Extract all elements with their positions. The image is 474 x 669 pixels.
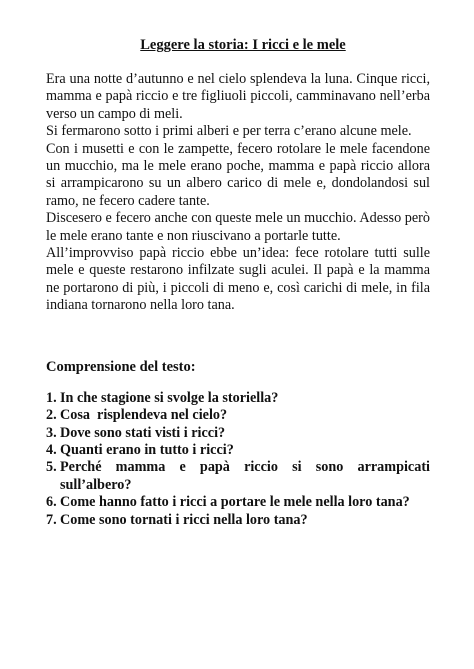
question-text: Perché mamma e papà riccio si sono arrampicati sull’albero?	[60, 459, 430, 493]
question-number: 7.	[46, 511, 57, 528]
question-text: Come sono tornati i ricci nella loro tana?	[60, 511, 308, 528]
story-paragraph: Discesero e fecero anche con queste mele un mucchio. Adesso però le mele erano tante e non riuscivano a portarle tutte.	[46, 210, 430, 244]
question-number: 1.	[46, 389, 57, 406]
question-item	[46, 459, 430, 494]
question-item	[46, 442, 430, 459]
document-title: Leggere la storia: I ricci e le mele	[140, 37, 346, 53]
question-text: In che stagione si svolge la storiella?	[60, 389, 279, 406]
question-item	[46, 494, 430, 511]
story-paragraph: All’improvviso papà riccio ebbe un’idea: fece rotolare tutti sulle mele e queste restarono infilzate sugli aculei. Il papà e la mamma ne portarono di più, i piccoli di meno e, così carichi di mele, in fila indiana tornarono nella loro tana.	[46, 245, 430, 314]
question-item	[46, 390, 430, 407]
question-text: Cosa risplendeva nel cielo?	[60, 407, 228, 424]
question-text: Come hanno fatto i ricci a portare le mele nella loro tana?	[60, 494, 410, 511]
questions-list	[46, 390, 430, 529]
question-number: 4.	[46, 441, 57, 458]
story-paragraph: Si fermarono sotto i primi alberi e per terra c’erano alcune mele.	[46, 123, 412, 140]
question-item	[46, 425, 430, 442]
question-number: 2.	[46, 407, 57, 424]
story-paragraph: Era una notte d’autunno e nel cielo splendeva la luna. Cinque ricci, mamma e papà riccio e tre figliuoli piccoli, camminavano nell’erba verso un campo di meli.	[46, 71, 430, 122]
question-item	[46, 407, 430, 424]
question-text: Dove sono stati visti i ricci?	[60, 424, 226, 441]
comprehension-heading: Comprensione del testo:	[46, 358, 196, 375]
story-paragraph: Con i musetti e con le zampette, fecero rotolare le mele facendone un mucchio, ma le mele erano poche, mamma e papà riccio allora si arrampicarono su un albero carico di mele e, dondolandosi sul ramo, ne fecero cadere tante.	[46, 140, 430, 209]
question-number: 3.	[46, 424, 57, 441]
question-number: 6.	[46, 494, 57, 511]
question-number: 5.	[46, 459, 57, 476]
story-text	[46, 71, 430, 315]
question-text: Quanti erano in tutto i ricci?	[60, 441, 234, 458]
question-item	[46, 512, 430, 529]
